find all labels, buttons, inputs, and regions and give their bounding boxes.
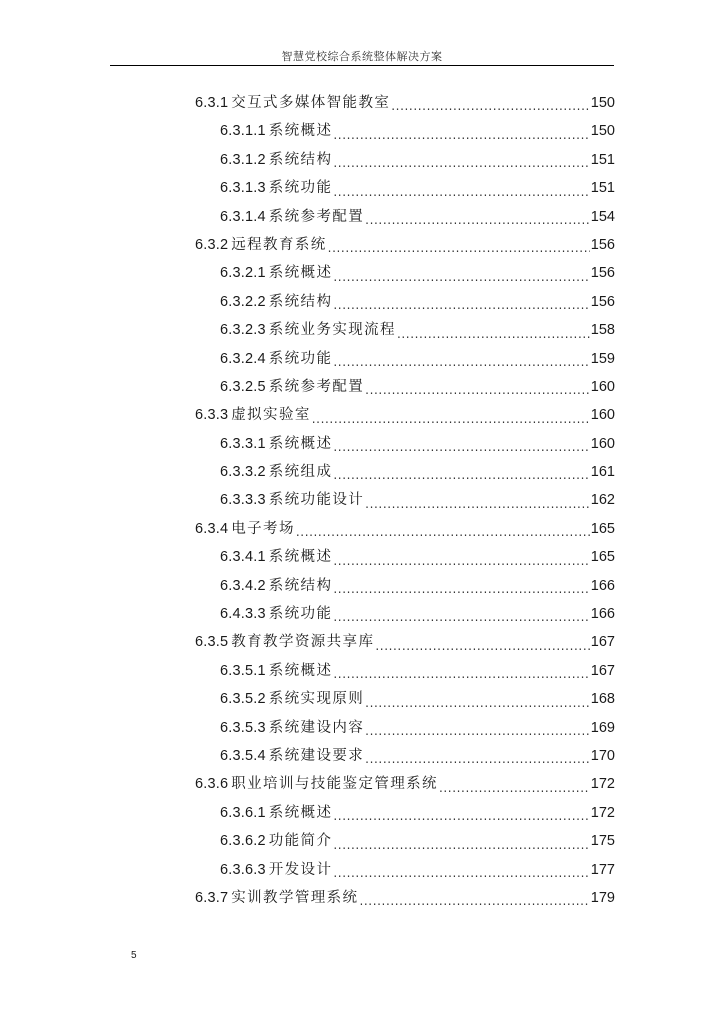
toc-entry-page: 160 — [590, 435, 615, 452]
toc-entry-page: 175 — [590, 833, 615, 850]
toc-entry[interactable] — [0, 600, 724, 628]
toc-entry-page: 156 — [590, 265, 615, 282]
toc-entry-page: 166 — [590, 577, 615, 594]
toc-entry-title: 交互式多媒体智能教室 — [231, 95, 391, 111]
toc-entry-title: 系统功能 — [268, 350, 333, 367]
toc-entry-number: 6.3.2.4 — [220, 350, 266, 367]
toc-entry-title: 系统建设要求 — [268, 747, 365, 764]
toc-entry[interactable] — [0, 799, 724, 827]
toc-entry[interactable] — [0, 657, 724, 685]
toc-entry-number: 6.3.4.2 — [220, 577, 266, 594]
toc-dot-leader — [365, 379, 590, 401]
toc-entry-title: 系统功能设计 — [268, 492, 365, 509]
toc-dot-leader — [439, 777, 590, 799]
toc-entry-number: 6.3.2.5 — [220, 378, 266, 395]
toc-entry-page: 170 — [590, 747, 615, 764]
toc-entry-page: 177 — [590, 861, 615, 878]
toc-entry[interactable] — [0, 231, 724, 259]
toc-entry-number: 6.3.6.1 — [220, 804, 266, 821]
toc-entry[interactable] — [0, 572, 724, 600]
toc-entry[interactable] — [0, 316, 724, 344]
toc-entry-number: 6.3.2.2 — [220, 293, 266, 310]
toc-entry-title: 开发设计 — [268, 861, 333, 878]
toc-entry-number: 6.3.4.1 — [220, 549, 266, 566]
toc-entry-number: 6.3.7 — [195, 889, 229, 906]
toc-entry-number: 6.3.6.3 — [220, 861, 266, 878]
toc-entry-number: 6.3.5.3 — [220, 719, 266, 736]
toc-dot-leader — [365, 209, 590, 231]
toc-entry-page: 165 — [590, 549, 615, 566]
toc-entry[interactable] — [0, 628, 724, 656]
page-header-title: 智慧党校综合系统整体解决方案 — [281, 50, 443, 63]
toc-dot-leader — [333, 152, 589, 174]
toc-entry-number: 6.3.3.3 — [220, 492, 266, 509]
toc-entry-title: 系统参考配置 — [268, 378, 365, 395]
toc-entry-title: 教育教学资源共享库 — [231, 634, 375, 651]
toc-dot-leader — [365, 720, 590, 742]
toc-entry-number: 6.3.1.2 — [220, 151, 266, 168]
toc-entry-page: 156 — [590, 293, 615, 310]
toc-entry-page: 160 — [590, 407, 615, 424]
toc-dot-leader — [397, 323, 590, 345]
toc-dot-leader — [391, 95, 590, 117]
toc-dot-leader — [333, 805, 589, 827]
toc-dot-leader — [333, 464, 589, 486]
toc-entry-title: 职业培训与技能鉴定管理系统 — [231, 776, 438, 793]
toc-dot-leader — [333, 663, 589, 685]
toc-dot-leader — [365, 692, 590, 714]
toc-entry-number: 6.3.5.2 — [220, 691, 266, 708]
toc-entry-page: 166 — [590, 606, 615, 623]
toc-dot-leader — [333, 578, 589, 600]
toc-dot-leader — [333, 834, 589, 856]
toc-entry-page: 151 — [590, 180, 615, 197]
toc-dot-leader — [333, 550, 589, 572]
toc-entry-title: 系统功能 — [268, 606, 333, 623]
toc-entry-title: 系统概述 — [268, 435, 333, 452]
toc-entry-page: 161 — [590, 464, 615, 481]
toc-dot-leader — [365, 748, 590, 770]
toc-entry[interactable] — [0, 430, 724, 458]
toc-entry-title: 虚拟实验室 — [231, 407, 311, 424]
page-number: 5 — [131, 950, 137, 961]
toc-entry[interactable] — [0, 714, 724, 742]
toc-entry-number: 6.3.5.1 — [220, 662, 266, 679]
toc-entry-title: 系统概述 — [268, 265, 333, 282]
toc-entry-page: 167 — [590, 634, 615, 651]
toc-entry-page: 172 — [590, 804, 615, 821]
toc-entry-number: 6.3.3.2 — [220, 464, 266, 481]
toc-entry[interactable] — [0, 401, 724, 429]
toc-entry[interactable] — [0, 884, 724, 912]
toc-entry[interactable] — [0, 203, 724, 231]
toc-entry-page: 160 — [590, 378, 615, 395]
toc-entry[interactable] — [0, 856, 724, 884]
toc-entry-title: 系统实现原则 — [268, 691, 365, 708]
toc-entry[interactable] — [0, 146, 724, 174]
toc-entry-page: 154 — [590, 208, 615, 225]
toc-entry-page: 172 — [590, 776, 615, 793]
toc-dot-leader — [375, 635, 589, 657]
toc-entry-page: 167 — [590, 662, 615, 679]
toc-dot-leader — [328, 237, 590, 259]
toc-entry-number: 6.3.2.1 — [220, 265, 266, 282]
toc-entry-number: 6.3.6.2 — [220, 833, 266, 850]
toc-entry[interactable] — [0, 345, 724, 373]
toc-entry[interactable] — [0, 685, 724, 713]
toc-entry[interactable] — [0, 515, 724, 543]
toc-entry[interactable] — [0, 543, 724, 571]
toc-entry[interactable] — [0, 373, 724, 401]
toc-entry-number: 6.4.3.3 — [220, 606, 266, 623]
toc-entry-number: 6.3.2.3 — [220, 322, 266, 339]
toc-entry-number: 6.3.3 — [195, 407, 229, 424]
table-of-contents — [0, 89, 724, 912]
toc-dot-leader — [333, 266, 589, 288]
toc-entry-page: 169 — [590, 719, 615, 736]
toc-entry[interactable] — [0, 288, 724, 316]
toc-entry-page: 156 — [590, 236, 615, 253]
toc-dot-leader — [333, 294, 589, 316]
toc-entry-title: 系统组成 — [268, 464, 333, 481]
toc-entry[interactable] — [0, 259, 724, 287]
toc-dot-leader — [333, 862, 589, 884]
toc-entry-number: 6.3.1 — [195, 95, 229, 111]
toc-entry[interactable] — [0, 486, 724, 514]
toc-entry-title: 系统概述 — [268, 804, 333, 821]
toc-dot-leader — [296, 521, 590, 543]
toc-entry-number: 6.3.1.3 — [220, 180, 266, 197]
toc-entry-page: 159 — [590, 350, 615, 367]
toc-entry-number: 6.3.5.4 — [220, 747, 266, 764]
toc-entry-page: 168 — [590, 691, 615, 708]
toc-entry-title: 系统概述 — [268, 549, 333, 566]
toc-entry-number: 6.3.2 — [195, 236, 229, 253]
toc-entry-number: 6.3.5 — [195, 634, 229, 651]
toc-entry-page: 179 — [590, 889, 615, 906]
toc-dot-leader — [333, 436, 589, 458]
toc-entry[interactable] — [0, 117, 724, 145]
toc-dot-leader — [365, 493, 590, 515]
toc-entry-title: 实训教学管理系统 — [231, 889, 359, 906]
toc-entry-title: 系统功能 — [268, 180, 333, 197]
toc-entry-title: 远程教育系统 — [231, 236, 327, 253]
toc-entry-title: 系统结构 — [268, 577, 333, 594]
toc-entry[interactable] — [0, 770, 724, 798]
toc-entry-page: 151 — [590, 151, 615, 168]
toc-dot-leader — [333, 124, 589, 146]
header-divider — [110, 65, 614, 66]
toc-entry[interactable] — [0, 174, 724, 202]
toc-entry-page: 150 — [590, 123, 615, 140]
toc-entry-number: 6.3.6 — [195, 776, 229, 793]
toc-entry-number: 6.3.4 — [195, 520, 229, 537]
toc-dot-leader — [359, 890, 589, 912]
toc-entry-page: 162 — [590, 492, 615, 509]
toc-dot-leader — [333, 606, 589, 628]
toc-entry-title: 系统概述 — [268, 123, 333, 140]
toc-entry[interactable] — [0, 458, 724, 486]
toc-entry-title: 系统概述 — [268, 662, 333, 679]
toc-entry-number: 6.3.3.1 — [220, 435, 266, 452]
toc-entry-number: 6.3.1.1 — [220, 123, 266, 140]
toc-entry[interactable] — [0, 742, 724, 770]
toc-dot-leader — [333, 351, 589, 373]
toc-entry[interactable] — [0, 827, 724, 855]
toc-entry-page: 158 — [590, 322, 615, 339]
toc-entry-title: 功能简介 — [268, 833, 333, 850]
toc-entry-page: 165 — [590, 520, 615, 537]
toc-entry-title: 系统结构 — [268, 293, 333, 310]
toc-entry-title: 系统参考配置 — [268, 208, 365, 225]
toc-dot-leader — [333, 181, 589, 203]
toc-entry-number: 6.3.1.4 — [220, 208, 266, 225]
toc-entry-title: 系统建设内容 — [268, 719, 365, 736]
toc-entry-title: 电子考场 — [231, 520, 295, 537]
toc-entry[interactable] — [0, 89, 724, 117]
toc-entry-title: 系统业务实现流程 — [268, 322, 396, 339]
toc-entry-title: 系统结构 — [268, 151, 333, 168]
toc-entry-page: 150 — [590, 95, 615, 111]
toc-dot-leader — [312, 408, 590, 430]
